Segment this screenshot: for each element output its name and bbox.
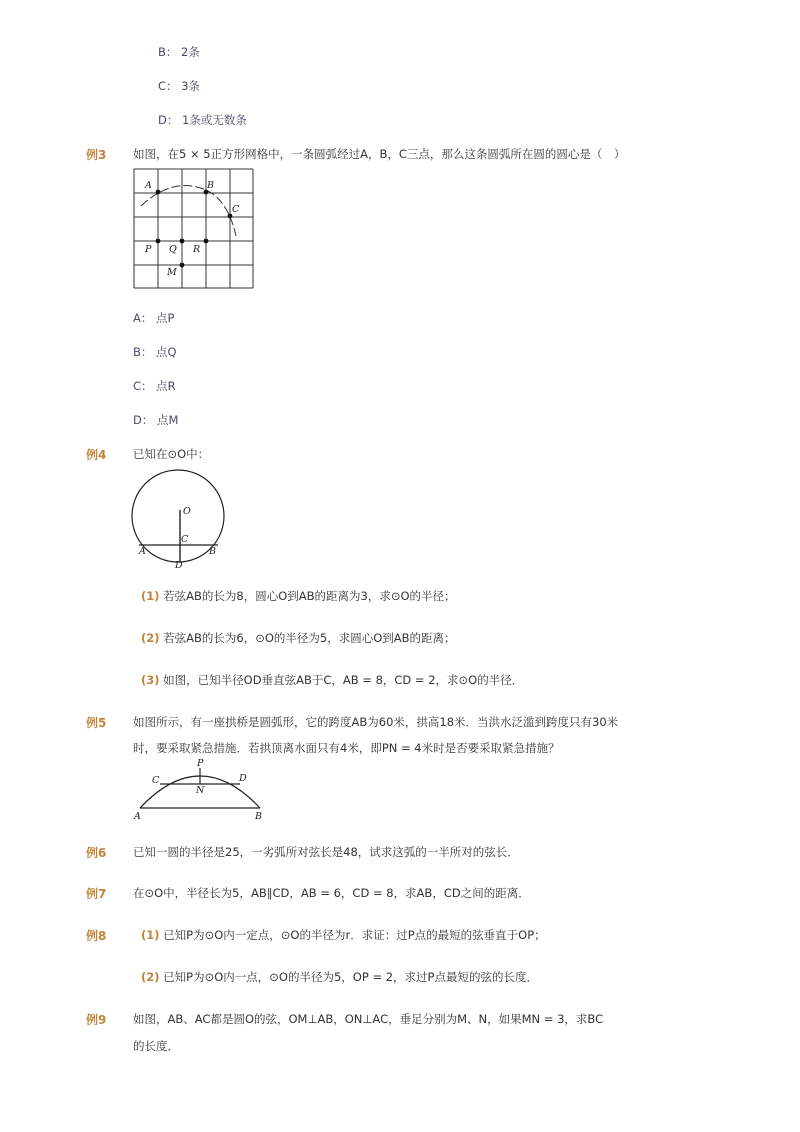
option-b: B： 2条 (158, 45, 200, 59)
label-b: B (209, 546, 216, 557)
ex3-option-d: D： 点M (133, 413, 179, 427)
ex4-part-3: (3) 如图，已知半径OD垂直弦AB于C，AB = 8，CD = 2，求⊙O的半径． (141, 673, 524, 687)
example-5-line-1: 如图所示，有一座拱桥是圆弧形，它的跨度AB为60米，拱高18米．当洪水泛滥到跨度只有30米 (133, 715, 619, 729)
label-p: P (197, 758, 204, 769)
example-9-line-1: 如图，AB、AC都是圆O的弦，OM⊥AB，ON⊥AC，垂足分别为M、N，如果MN = 3，求BC (133, 1012, 604, 1026)
option-d: D： 1条或无数条 (158, 113, 247, 127)
ex8-part-2: (2) 已知P为⊙O内一点，⊙O的半径为5，OP = 2，求过P点最短的弦的长度． (141, 970, 538, 984)
label-p: P (145, 244, 152, 255)
ex3-option-c: C： 点R (133, 379, 176, 393)
label-q: Q (169, 244, 177, 255)
example-6-text: 已知一圆的半径是25，一劣弧所对弦长是48，试求这弧的一半所对的弦长． (133, 845, 519, 859)
label-c: C (232, 204, 240, 215)
ex3-option-a: A： 点P (133, 311, 175, 325)
label-a: A (139, 546, 146, 557)
arch-bridge-figure (130, 756, 270, 826)
ex8-part-1: (1) 已知P为⊙O内一定点，⊙O的半径为r．求证：过P点的最短的弦垂直于OP； (141, 928, 546, 942)
example-3-label: 例3 (86, 148, 107, 162)
example-7-text: 在⊙O中，半径长为5，AB∥CD，AB = 6，CD = 8，求AB，CD之间的距离． (133, 886, 530, 900)
example-5-line-2: 时，要采取紧急措施．若拱顶离水面只有4米，即PN = 4米时是否要采取紧急措施？ (133, 741, 560, 755)
label-b: B (207, 180, 214, 191)
option-c: C： 3条 (158, 79, 201, 93)
example-9-line-2: 的长度． (133, 1039, 179, 1053)
ex3-option-b: B： 点Q (133, 345, 177, 359)
label-c: C (181, 534, 189, 545)
example-4-label: 例4 (86, 448, 107, 462)
circle-chord-figure (130, 462, 230, 570)
label-m: M (167, 267, 177, 278)
label-a: A (145, 180, 152, 191)
example-3-question: 如图，在5 × 5正方形网格中，一条圆弧经过A，B，C三点，那么这条圆弧所在圆的圆心是（ ） (133, 147, 626, 161)
label-a: A (134, 811, 141, 822)
example-7-label: 例7 (86, 887, 107, 901)
label-r: R (193, 244, 201, 255)
example-4-intro: 已知在⊙O中： (133, 447, 210, 461)
label-n: N (196, 785, 205, 796)
ex4-part-1: (1) 若弦AB的长为8，圆心O到AB的距离为3，求⊙O的半径； (141, 589, 456, 603)
example-6-label: 例6 (86, 846, 107, 860)
ex4-part-2: (2) 若弦AB的长为6，⊙O的半径为5，求圆心O到AB的距离； (141, 631, 456, 645)
label-b: B (255, 811, 262, 822)
example-5-label: 例5 (86, 716, 107, 730)
label-d: D (239, 773, 247, 784)
grid-arc-figure (133, 168, 255, 290)
example-8-label: 例8 (86, 929, 107, 943)
example-9-label: 例9 (86, 1013, 107, 1027)
label-o: O (183, 506, 191, 517)
label-c: C (152, 775, 160, 786)
label-d: D (175, 560, 183, 570)
